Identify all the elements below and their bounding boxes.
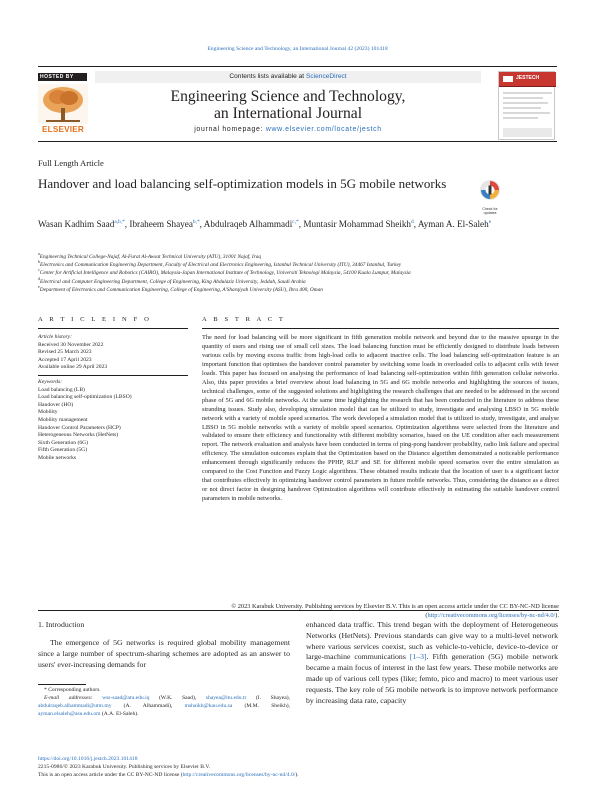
intro-col2-text-a: enhanced data traffic. This trend began with the deployment of Heterogeneous Networks (HetNets). Previous standards can give way to a multi-level network where various services coexist, such as vehicle-to-vehicle, device-to-device or large-machine communications — [306, 620, 558, 662]
crossmark-label — [475, 207, 505, 216]
author-name[interactable]: Abdulraqeb Alhammadi — [203, 219, 293, 229]
history-item: Accepted 17 April 2023 — [38, 356, 92, 363]
keyword-item: Mobile networks — [38, 455, 77, 461]
abstract-text: The need for load balancing will be more significant in fifth generation mobile network and beyond due to the massive upsurge in the quantity of users and rising use of small cell sizes. The load balancing function must be efficiently designed to distribute loads between various cells by moving excess traffic from high-load cells to adjacent inactive cells. The load balancing self-optimization feature is an important function that optimises the handover control parameter by switching some loads in overloaded cells to adjacent cells with fewer loads. This paper has focused on analysing the performance of load balancing self-optimization within fifth generation cellular networks. Also, this paper provides a brief overview about load balancing in 5G and 6G mobile networks and highlighting the sources of issues, technical challenges, some of the suggested solutions and highlighting the research challenges that are needed to be addressed in the second phase of 5G and 6G mobile networks. At the same time highlighting the research that has been conducted in the literature to address these stranding issues. Study also, developing simulation model that can be utilized to study, investigate and analysing LBSO in 5G mobile network with a variety of mobile speed scenarios. The work developed a simulation model that is utilized to study, investigate, and analyse LBSO in 5G mobile networks with a variety of mobile speed scenarios. Optimization algorithms were selected from the literature and validated to ensure their efficiency and functionality with different mobility scenarios, based on the UE condition after each measurement report. The network evaluation and analysis have been conducted in terms of ping-pong handover probability, radio link failure and spectral efficiency. The simulation outcomes explain that the Optimization based on the Distance algorithm demonstrated a noticeable performance enhancement through significantly reduces the PPHP, RLF and SE for different mobile speed scenarios over the entire simulation as compared to the Cost Function and Fuzzy Logic algorithms. These obtained results indicate that the location of user is a significant factor that contributes effectively in optimizing handover control parameters in future mobile networks. Thus, considering the distance as a direct or not direct factor in designing handover Optimization algorithms will contribute effectively in estimating the suitable handover control parameters in mobile networks. — [202, 334, 559, 503]
elsevier-tree-logo — [38, 84, 88, 124]
copyright-prefix: © 2023 Karabuk University. Publishing services by Elsevier B.V. This is an open access article under the CC BY-NC-ND license ( — [231, 603, 559, 619]
cover-label: JESTECH — [516, 75, 540, 81]
keywords-label: Keywords: — [38, 379, 63, 386]
cover-art — [499, 72, 556, 141]
author-list — [38, 218, 558, 231]
corresponding-note: * Corresponding authors. — [44, 687, 101, 693]
affiliation-list — [38, 253, 558, 294]
affiliation-text: Center for Artificial Intelligence and Robotics (CAIRO), Malaysia-Japan International Institute of Technology, Universiti Teknologi Malaysia, 54100 Kuala Lumpur, Malaysia — [39, 270, 411, 277]
affiliation-mark: a — [38, 251, 40, 257]
article-info — [38, 334, 188, 463]
info-divider — [38, 375, 188, 376]
keyword-item: Fifth Generation (5G) — [38, 447, 88, 454]
keyword-item: Load balancing (LB) — [38, 386, 85, 393]
journal-citation[interactable]: Engineering Science and Technology, an International Journal 42 (2023) 101418 — [207, 46, 388, 52]
journal-title-line2: an International Journal — [213, 105, 363, 122]
keyword-item: Mobility — [38, 409, 58, 416]
crossmark-badge[interactable] — [475, 178, 505, 216]
crossmark-label-line1: Check for — [482, 207, 498, 211]
abstract-rule — [202, 328, 559, 329]
affiliation-item — [38, 253, 558, 261]
email-link[interactable]: ayman.elsaleh@asu.edu.om — [38, 710, 101, 717]
contents-available — [95, 73, 481, 80]
history-label: Article history: — [38, 334, 73, 340]
footnote-rule — [38, 684, 86, 685]
history-item: Received 30 November 2022 — [38, 341, 104, 348]
affiliation-mark: b — [38, 259, 40, 265]
keyword-item: Sixth Generation (6G) — [38, 439, 89, 446]
keyword-item: Handover (HO) — [38, 401, 74, 408]
crossmark-icon — [475, 178, 505, 202]
author-name[interactable]: Ibraheem Shayea — [129, 219, 193, 229]
history-item: Available online 29 April 2023 — [38, 364, 108, 371]
email-owner: (W.K. Saad), — [149, 694, 206, 701]
crossmark-label-line2: updates — [483, 211, 497, 216]
affiliation-text: Electrical and Computer Engineering Department, College of Engineering, King Abdulaziz University, Jeddah, Saudi Arabia — [40, 278, 306, 285]
affiliation-item — [38, 275, 558, 286]
doi-link[interactable]: https://doi.org/10.1016/j.jestch.2023.101418 — [38, 756, 138, 762]
author-separator: , — [413, 219, 418, 229]
author-affiliation-mark[interactable]: e — [488, 218, 492, 225]
author-separator: , — [298, 219, 304, 229]
affiliation-mark: e — [38, 284, 40, 290]
homepage-link[interactable]: www.elsevier.com/locate/jestch — [265, 126, 382, 133]
journal-homepage — [95, 126, 481, 133]
email-label: E-mail addresses: — [44, 694, 93, 701]
email-link[interactable]: mshaikh@kau.edu.sa — [184, 702, 233, 709]
email-owner: (I. Shayea), — [246, 694, 291, 701]
keyword-item: Heterogeneous Networks (HetNets) — [38, 432, 119, 439]
introduction-heading: 1. Introduction — [38, 620, 85, 629]
author-affiliation-mark[interactable]: d — [411, 218, 414, 225]
license-link[interactable]: http://creativecommons.org/licenses/by-nc-nd/4.0/ — [182, 771, 296, 778]
affiliation-item — [38, 286, 558, 294]
author-affiliation-mark[interactable]: b,* — [192, 218, 200, 225]
email-link[interactable]: wss-saad@atu.edu.iq — [102, 694, 150, 701]
body-rule — [38, 610, 559, 611]
intro-column-2 — [306, 620, 558, 706]
author-name[interactable]: Muntasir Mohammad Sheikh — [303, 219, 412, 229]
sciencedirect-link[interactable]: ScienceDirect — [305, 73, 347, 80]
email-addresses — [38, 695, 290, 719]
author-affiliation-mark[interactable]: c,* — [292, 218, 299, 225]
intro-column-1: The emergence of 5G networks is required global mobility management since a large number of spectrum-sharing schemes are adopted as an answer to users' ever-increasing demands for — [38, 638, 290, 669]
history-item: Revised 25 March 2023 — [38, 349, 92, 356]
email-owner: (A.A. El-Saleh). — [100, 710, 139, 717]
author-separator: , — [199, 219, 204, 229]
article-type: Full Length Article — [38, 158, 104, 168]
affiliation-text: Electronics and Communication Engineering Department, Faculty of Electrical and Electronics Engineering, Istanbul Technical University (ITU), 34467 Istanbul, Turkey — [40, 262, 402, 269]
email-link[interactable]: abdulraqeb.alhammadi@utm.my — [38, 702, 112, 709]
footnotes — [38, 687, 290, 719]
abstract-copyright — [202, 603, 559, 621]
affiliation-item — [38, 261, 558, 269]
keyword-item: Mobility management — [38, 417, 88, 424]
affiliation-text: Engineering Technical College-Najaf, Al-Furat Al-Awsat Technical University (ATU), 31001 Najaf, Iraq — [39, 254, 262, 260]
affiliation-text: Department of Electronics and Communication Engineering, College of Engineering, A'Sharqiyah University (ASU), Ibra 400, Oman — [39, 286, 323, 293]
license-suffix: ). — [295, 771, 299, 778]
article-title: Handover and load balancing self-optimization models in 5G mobile networks — [38, 176, 447, 191]
author-name[interactable]: Ayman A. El-Saleh — [417, 219, 489, 229]
history-list — [38, 342, 188, 372]
keyword-item: Handover Control Parameters (HCP) — [38, 424, 121, 431]
email-owner: (M.M. Sheikh), — [232, 702, 290, 709]
homepage-prefix: journal homepage: — [194, 126, 266, 133]
article-metadata-footer — [38, 756, 558, 780]
affiliation-mark: c — [38, 267, 40, 273]
keyword-item: Load balancing self-optimization (LBSO) — [38, 394, 132, 401]
author-separator: , — [124, 219, 130, 229]
article-info-heading: A R T I C L E I N F O — [38, 316, 152, 323]
journal-title — [95, 88, 481, 122]
email-link[interactable]: shayea@itu.edu.tr — [205, 694, 247, 701]
copyright-license-link[interactable]: http://creativecommons.org/licenses/by-nc-nd/4.0/ — [427, 611, 556, 619]
elsevier-wordmark: ELSEVIER — [41, 125, 85, 134]
abstract-heading: A B S T R A C T — [202, 316, 286, 323]
license-line — [38, 772, 558, 780]
keyword-list — [38, 387, 188, 463]
email-owner: (A. Alhammadi), — [111, 702, 185, 709]
author-affiliation-mark[interactable]: a,b,* — [114, 218, 125, 225]
journal-title-line1: Engineering Science and Technology, — [170, 88, 406, 105]
affiliation-mark: d — [38, 275, 40, 281]
contents-prefix: Contents lists available at — [229, 73, 306, 80]
affiliation-item — [38, 269, 558, 277]
article-info-rule — [38, 328, 188, 329]
hosted-by-label: HOSTED BY — [38, 73, 87, 81]
journal-cover-thumbnail[interactable] — [498, 71, 555, 140]
copyright-suffix: ). — [555, 611, 559, 619]
issn-line: 2215-0986/© 2023 Karabuk University. Publishing services by Elsevier B.V. — [38, 763, 211, 770]
license-prefix: This is an open access article under the CC BY-NC-ND license ( — [38, 771, 183, 778]
author-name[interactable]: Wasan Kadhim Saad — [38, 219, 115, 229]
intro-col2-text-b: . Fifth generation (5G) mobile network became a main focus of interest in the last few years. These mobile networks are made up of various cell types (like; femto, pico and macro) to meet various user requests. The key role of 5G mobile network is to improve network performance by increasing data rate, capacity — [306, 652, 558, 705]
citation-link[interactable]: [1–3] — [409, 652, 427, 662]
